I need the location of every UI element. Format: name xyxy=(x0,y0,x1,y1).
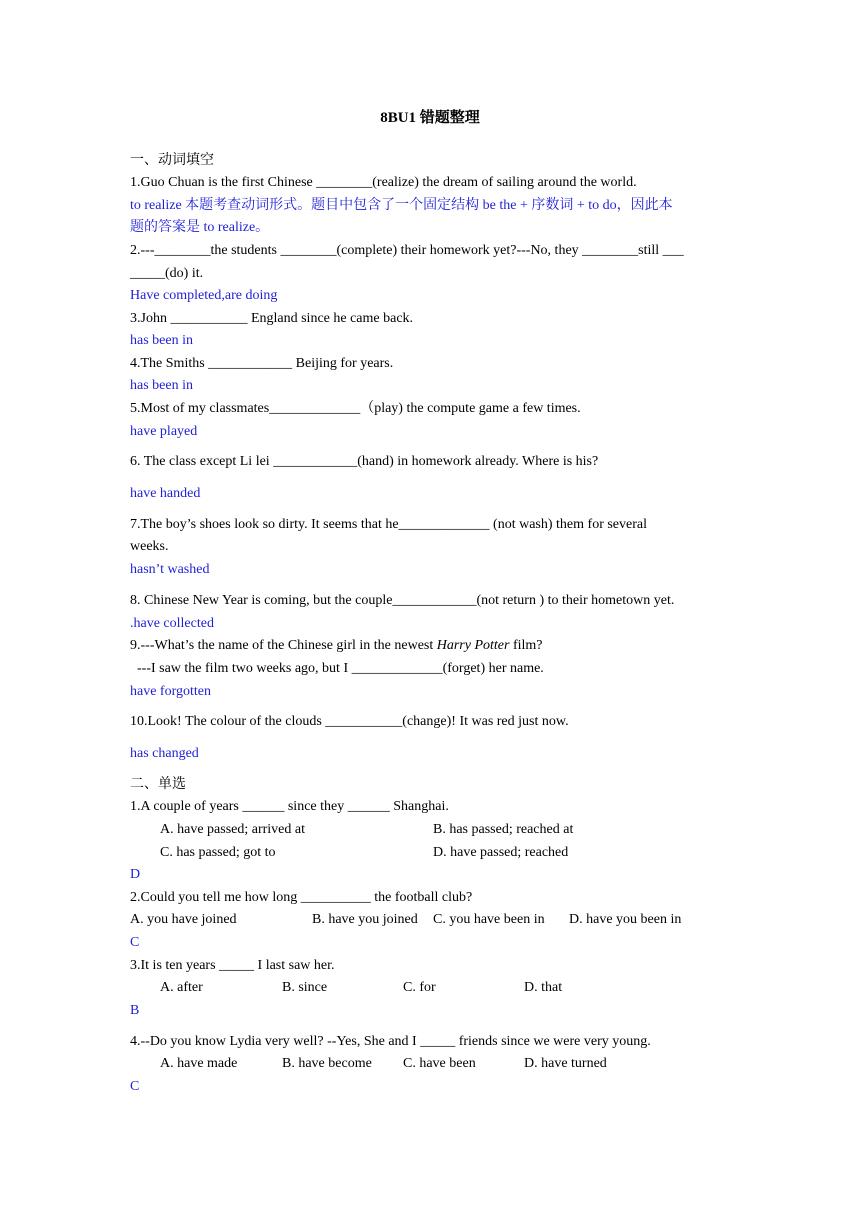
mc-answer-2: C xyxy=(130,935,140,950)
question-9-film-title: Harry Potter xyxy=(436,638,510,653)
answer-2: Have completed,are doing xyxy=(130,288,278,303)
question-5: 5.Most of my classmates_____________（play) the compute game a few times. xyxy=(130,401,581,416)
mc3-option-c: C. for xyxy=(403,980,436,995)
mc-answer-4: C xyxy=(130,1079,140,1094)
mc4-option-c: C. have been xyxy=(403,1056,476,1071)
mc2-option-c: C. you have been in xyxy=(433,912,545,927)
mc2-option-d: D. have you been in xyxy=(569,912,682,927)
mc4-option-b: B. have become xyxy=(282,1056,372,1071)
section-1-heading: 一、动词填空 xyxy=(130,152,214,168)
answer-9: have forgotten xyxy=(130,684,211,699)
mc3-option-d: D. that xyxy=(524,980,563,995)
page-title: 8BU1 错题整理 xyxy=(380,110,480,126)
question-4: 4.The Smiths ____________ Beijing for years. xyxy=(130,356,394,371)
mc-answer-3: B xyxy=(130,1003,140,1018)
answer-5: have played xyxy=(130,424,198,439)
question-10: 10.Look! The colour of the clouds ___________(change)! It was red just now. xyxy=(130,714,569,729)
mc4-option-d: D. have turned xyxy=(524,1056,607,1071)
mc4-option-a: A. have made xyxy=(160,1056,238,1071)
question-9-text-pre: 9.---What’s the name of the Chinese girl in the newest xyxy=(130,638,437,653)
mc2-option-a: A. you have joined xyxy=(130,912,237,927)
answer-1-line-1: to realize 本题考查动词形式。题目中包含了一个固定结构 be the + 序数词 + to do，因此本 xyxy=(130,198,673,213)
mc-question-2: 2.Could you tell me how long __________ the football club? xyxy=(130,890,473,905)
mc1-option-c: C. has passed; got to xyxy=(160,845,276,860)
question-3: 3.John ___________ England since he came back. xyxy=(130,311,414,326)
mc-question-3: 3.It is ten years _____ I last saw her. xyxy=(130,958,335,973)
question-8: 8. Chinese New Year is coming, but the couple____________(not return ) to their hometown yet. xyxy=(130,593,675,608)
answer-6: have handed xyxy=(130,486,201,501)
question-2-line-2: _____(do) it. xyxy=(130,266,204,281)
question-9-line-1 xyxy=(130,637,543,655)
mc3-option-a: A. after xyxy=(160,980,203,995)
question-1: 1.Guo Chuan is the first Chinese ________(realize) the dream of sailing around the world. xyxy=(130,175,637,190)
question-9-text-post: film? xyxy=(509,638,543,653)
question-7-line-1: 7.The boy’s shoes look so dirty. It seems that he_____________ (not wash) them for several xyxy=(130,517,648,532)
answer-10: has changed xyxy=(130,746,199,761)
answer-7: hasn’t washed xyxy=(130,562,210,577)
question-6: 6. The class except Li lei ____________(hand) in homework already. Where is his? xyxy=(130,454,599,469)
question-9-line-2: ---I saw the film two weeks ago, but I _____________(forget) her name. xyxy=(130,661,544,676)
mc1-option-a: A. have passed; arrived at xyxy=(160,822,305,837)
mc-question-1: 1.A couple of years ______ since they ______ Shanghai. xyxy=(130,799,449,814)
section-2-heading: 二、单选 xyxy=(130,776,186,792)
mc-answer-1: D xyxy=(130,867,141,882)
answer-8: .have collected xyxy=(130,616,214,631)
answer-1-line-2: 题的答案是 to realize。 xyxy=(130,220,270,235)
mc1-option-d: D. have passed; reached xyxy=(433,845,569,860)
question-7-line-2: weeks. xyxy=(130,539,169,554)
question-2-line-1: 2.---________the students ________(complete) their homework yet?---No, they ________still ___ xyxy=(130,243,684,258)
mc1-option-b: B. has passed; reached at xyxy=(433,822,574,837)
mc-question-4: 4.--Do you know Lydia very well? --Yes, She and I _____ friends since we were very young. xyxy=(130,1034,651,1049)
mc3-option-b: B. since xyxy=(282,980,328,995)
answer-3: has been in xyxy=(130,333,193,348)
mc2-option-b: B. have you joined xyxy=(312,912,418,927)
answer-4: has been in xyxy=(130,378,193,393)
